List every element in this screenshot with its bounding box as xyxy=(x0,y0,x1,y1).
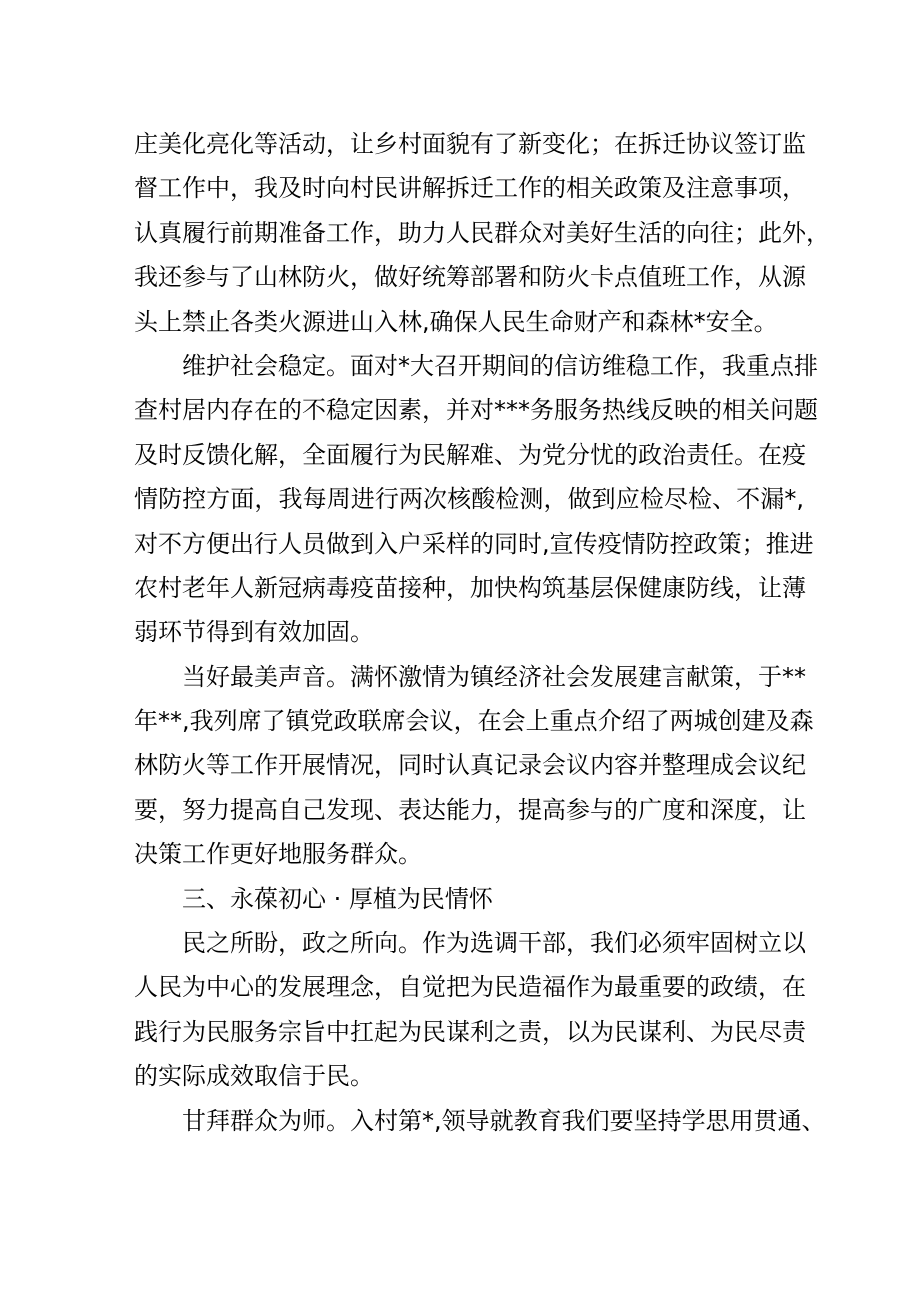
paragraph-learn-from-masses xyxy=(134,1099,826,1143)
text-line: 及时反馈化解，全面履行为民解难、为党分忧的政治责任。在疫 xyxy=(134,440,806,469)
paragraph-best-voice xyxy=(134,655,814,877)
text-line: 督工作中，我及时向村民讲解拆迁工作的相关政策及注意事项， xyxy=(134,174,806,203)
text-line: 认真履行前期准备工作，助力人民群众对美好生活的向往；此外， xyxy=(134,218,830,247)
text-line: 弱环节得到有效加固。 xyxy=(134,618,374,647)
text-line: 甘拜群众为师。入村第*,领导就教育我们要坚持学思用贯通、 xyxy=(182,1106,826,1135)
text-line: 我还参与了山林防火，做好统筹部署和防火卡点值班工作，从源 xyxy=(134,263,806,292)
text-line: 对不方便出行人员做到入户采样的同时,宣传疫情防控政策；推进 xyxy=(134,529,814,558)
text-line: 林防火等工作开展情况，同时认真记录会议内容并整理成会议纪 xyxy=(134,751,806,780)
text-line: 年**,我列席了镇党政联席会议，在会上重点介绍了两城创建及森 xyxy=(134,707,814,736)
text-line: 要，努力提高自己发现、表达能力，提高参与的广度和深度，让 xyxy=(134,795,806,824)
text-line: 情防控方面，我每周进行两次核酸检测，做到应检尽检、不漏*, xyxy=(134,485,804,514)
text-line: 践行为民服务宗旨中扛起为民谋利之责，以为民谋利、为民尽责 xyxy=(134,1017,806,1046)
paragraph-social-stability xyxy=(134,344,818,655)
text-line: 民之所盼，政之所向。作为选调干部，我们必须牢固树立以 xyxy=(182,929,806,958)
text-line: 查村居内存在的不稳定因素，并对***务服务热线反映的相关问题 xyxy=(134,396,818,425)
text-line: 庄美化亮化等活动，让乡村面貌有了新变化；在拆迁协议签订监 xyxy=(134,130,806,158)
text-line: 的实际成效取信于民。 xyxy=(134,1062,374,1091)
document-body xyxy=(134,122,830,1143)
text-line: 农村老年人新冠病毒疫苗接种，加快构筑基层保健康防线，让薄 xyxy=(134,573,806,602)
paragraph-village-beautification xyxy=(134,122,830,344)
text-line: 维护社会稳定。面对*大召开期间的信访维稳工作，我重点排 xyxy=(182,351,818,380)
text-line: 人民为中心的发展理念，自觉把为民造福作为最重要的政绩，在 xyxy=(134,973,806,1002)
text-line: 头上禁止各类火源进山入林,确保人民生命财产和森林*安全。 xyxy=(134,307,778,336)
text-line: 当好最美声音。满怀激情为镇经济社会发展建言献策，于** xyxy=(182,662,806,691)
text-line: 决策工作更好地服务群众。 xyxy=(134,840,422,869)
section-heading-text: 三、永葆初心 · 厚植为民情怀 xyxy=(182,884,493,913)
section-heading xyxy=(134,877,804,921)
paragraph-people-centered xyxy=(134,921,804,1099)
